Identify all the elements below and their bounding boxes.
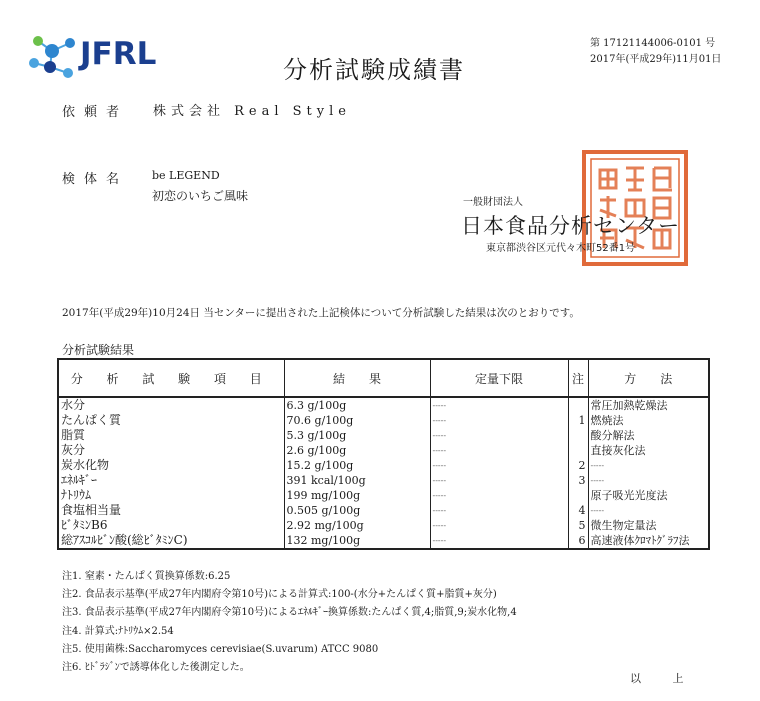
method-cell: 原子吸光光度法	[588, 488, 709, 503]
limit-cell: -----	[430, 458, 568, 473]
item-cell: ﾅﾄﾘｳﾑ	[58, 488, 284, 503]
document-title: 分析試験成績書	[283, 56, 465, 84]
limit-cell: -----	[430, 413, 568, 428]
result-cell: 70.6 g/100g	[284, 413, 430, 428]
result-cell: 15.2 g/100g	[284, 458, 430, 473]
table-row	[58, 428, 709, 443]
limit-cell: -----	[430, 518, 568, 533]
limit-cell: -----	[430, 473, 568, 488]
column-header-limit: 定量下限	[430, 359, 568, 397]
results-table	[57, 358, 710, 550]
table-row	[58, 473, 709, 488]
issue-date: 2017年(平成29年)11月01日	[590, 54, 722, 65]
method-cell: 微生物定量法	[588, 518, 709, 533]
note-cell	[568, 443, 588, 458]
org-address: 東京都渋谷区元代々木町52番1号	[486, 243, 636, 254]
note-cell: 5	[568, 518, 588, 533]
column-header-method: 方 法	[588, 359, 709, 397]
note-cell: 2	[568, 458, 588, 473]
item-cell: 脂質	[58, 428, 284, 443]
limit-cell: -----	[430, 533, 568, 549]
result-cell: 6.3 g/100g	[284, 397, 430, 413]
item-cell: たんぱく質	[58, 413, 284, 428]
note-cell	[568, 488, 588, 503]
limit-cell: -----	[430, 428, 568, 443]
note-4: 注4. 計算式:ﾅﾄﾘｳﾑ×2.54	[62, 625, 174, 637]
results-heading: 分析試験結果	[62, 343, 135, 357]
result-cell: 2.6 g/100g	[284, 443, 430, 458]
note-3: 注3. 食品表示基準(平成27年内閣府令第10号)によるｴﾈﾙｷﾞｰ換算係数:たんぱく質,4;脂質,9;炭水化物,4	[62, 607, 517, 619]
note-cell: 6	[568, 533, 588, 549]
document-number: 第 17121144006-0101 号	[590, 38, 716, 49]
limit-cell: -----	[430, 488, 568, 503]
method-cell: -----	[588, 503, 709, 518]
note-cell	[568, 428, 588, 443]
org-name: 日本食品分析センター	[461, 214, 681, 238]
client-label: 依頼者	[62, 105, 129, 120]
result-cell: 391 kcal/100g	[284, 473, 430, 488]
note-6: 注6. ﾋﾄﾞﾗｼﾞﾝで誘導体化した後測定した。	[62, 662, 250, 674]
table-row	[58, 413, 709, 428]
result-cell: 199 mg/100g	[284, 488, 430, 503]
item-cell: 炭水化物	[58, 458, 284, 473]
item-cell: ｴﾈﾙｷﾞｰ	[58, 473, 284, 488]
method-cell: 燃焼法	[588, 413, 709, 428]
table-row	[58, 397, 709, 413]
column-header-note: 注	[568, 359, 588, 397]
table-row	[58, 488, 709, 503]
column-header-item: 分 析 試 験 項 目	[58, 359, 284, 397]
column-header-result: 結 果	[284, 359, 430, 397]
note-cell: 4	[568, 503, 588, 518]
note-2: 注2. 食品表示基準(平成27年内閣府令第10号)による計算式:100-(水分+たんぱく質+脂質+灰分)	[62, 589, 497, 601]
method-cell: -----	[588, 458, 709, 473]
result-cell: 132 mg/100g	[284, 533, 430, 549]
table-row	[58, 443, 709, 458]
org-type: 一般財団法人	[463, 197, 523, 208]
logo-text: JFRL	[80, 36, 157, 72]
notes-list	[62, 568, 517, 677]
method-cell: -----	[588, 473, 709, 488]
sample-name-line1: be LEGEND	[152, 169, 220, 182]
item-cell: 食塩相当量	[58, 503, 284, 518]
client-name: 株式会社 Real Style	[153, 104, 351, 119]
method-cell: 直接灰化法	[588, 443, 709, 458]
table-row	[58, 503, 709, 518]
results-header-row	[58, 359, 709, 397]
jfrl-logo	[26, 33, 176, 83]
result-cell: 0.505 g/100g	[284, 503, 430, 518]
result-cell: 5.3 g/100g	[284, 428, 430, 443]
limit-cell: -----	[430, 397, 568, 413]
method-cell: 高速液体ｸﾛﾏﾄｸﾞﾗﾌ法	[588, 533, 709, 549]
sample-label: 検体名	[62, 172, 129, 187]
limit-cell: -----	[430, 503, 568, 518]
end-mark: 以 上	[630, 672, 698, 685]
item-cell: 水分	[58, 397, 284, 413]
note-cell: 1	[568, 413, 588, 428]
sample-name-line2: 初恋のいちご風味	[152, 189, 249, 203]
limit-cell: -----	[430, 443, 568, 458]
note-cell	[568, 397, 588, 413]
item-cell: 灰分	[58, 443, 284, 458]
method-cell: 常圧加熱乾燥法	[588, 397, 709, 413]
note-cell: 3	[568, 473, 588, 488]
note-1: 注1. 窒素・たんぱく質換算係数:6.25	[62, 571, 231, 582]
method-cell: 酸分解法	[588, 428, 709, 443]
item-cell: ﾋﾞﾀﾐﾝB6	[58, 518, 284, 533]
table-row	[58, 518, 709, 533]
intro-text: 2017年(平成29年)10月24日 当センターに提出された上記検体について分析試験した結果は次のとおりです。	[62, 307, 580, 319]
note-5: 注5. 使用菌株:Saccharomyces cerevisiae(S.uvarum) ATCC 9080	[62, 643, 379, 655]
table-row	[58, 458, 709, 473]
table-row	[58, 533, 709, 549]
result-cell: 2.92 mg/100g	[284, 518, 430, 533]
item-cell: 総ｱｽｺﾙﾋﾞﾝ酸(総ﾋﾞﾀﾐﾝC)	[58, 533, 284, 549]
molecule-logo-icon	[26, 33, 82, 83]
